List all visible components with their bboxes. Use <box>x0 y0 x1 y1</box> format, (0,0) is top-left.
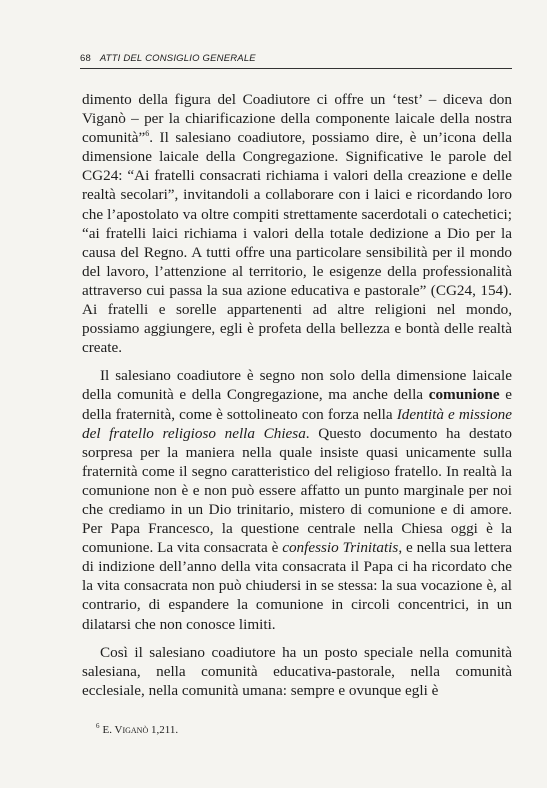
body-text <box>82 90 512 700</box>
emphasis-comunione: comunione <box>428 386 500 404</box>
paragraph-2-text-b: e della fraternità, come è sottolineato con forza nella <box>82 386 513 423</box>
footnote-ref: 1,211. <box>148 724 179 736</box>
header-rule <box>80 68 512 69</box>
footnote-author: E. Viganò <box>102 724 149 736</box>
footnote-marker: 6 <box>96 722 100 731</box>
running-title: ATTI DEL CONSIGLIO GENERALE <box>99 53 256 64</box>
paragraph-1-text-a: dimento della figura del Coadiutore ci offre un ‘test’ – diceva don Viganò – per la chiarificazione della componente laicale della nostra comunità” <box>82 91 512 147</box>
paragraph-3: Così il salesiano coadiutore ha un posto speciale nella comunità salesiana, nella comunità educativa-pastorale, nella comunità ecclesiale, nella comunità umana: sempre e ovunque egli è <box>82 643 512 699</box>
footnote <box>96 724 516 736</box>
running-header <box>80 53 510 64</box>
paragraph-2 <box>82 366 512 633</box>
latin-phrase: confessio Trinitatis <box>282 539 399 557</box>
paragraph-1-text-b: . Il salesiano coadiutore, possiamo dire, è un’icona della dimensione laicale della Congregazione. Significative le parole del CG24: “Ai fratelli consacrati richiama i valori della creazione e delle realtà secolari”, invitandoli a collaborare con i laici e ricordando loro che l’apostolato va oltre compiti strettamente sacerdotali o catechetici; “ai fratelli laici richiama i valori della totale dedizione a Dio per la causa del Regno. A tutti offre una particolare sensibilità per il mondo del lavoro, l’attenzione al territorio, le esigenze della professionalità attraverso cui passa la sua azione educativa e pastorale” (CG24, 154). Ai fratelli e sorelle appartenenti ad altre religioni nel mondo, possiamo aggiungere, egli è profeta della bellezza e bontà delle realtà create. <box>82 129 512 357</box>
paragraph-2-text-d: , e nella sua lettera di indizione dell’anno della vita consacrata il Papa ci ha ricordato che la vita consacrata non può chiudersi in se stessa: la sua vocazione è, al contrario, di espandere la comunione in circoli concentrici, in un dilatarsi che non conosce limiti. <box>82 539 512 633</box>
document-title: Identità e missione del fratello religioso nella Chiesa <box>82 405 512 442</box>
paragraph-2-text-a: Il salesiano coadiutore è segno non solo della dimensione laicale della comunità e della Congregazione, ma anche della <box>82 367 512 404</box>
paragraph-2-text-c: . Questo documento ha destato sorpresa per la maniera nella quale insiste quasi unicamente sulla fraternità come il segno caratteristico del religioso fratello. In realtà la comunione non è e non può essere affatto un punto marginale per noi che crediamo in un Dio trinitario, mistero di comunione e di amore. Per Papa Francesco, la questione centrale nella Chiesa oggi è la comunione. La vita consacrata è <box>82 424 512 557</box>
page-number: 68 <box>80 53 91 64</box>
footnote-reference: 6 <box>145 129 150 139</box>
paragraph-1 <box>82 90 512 357</box>
